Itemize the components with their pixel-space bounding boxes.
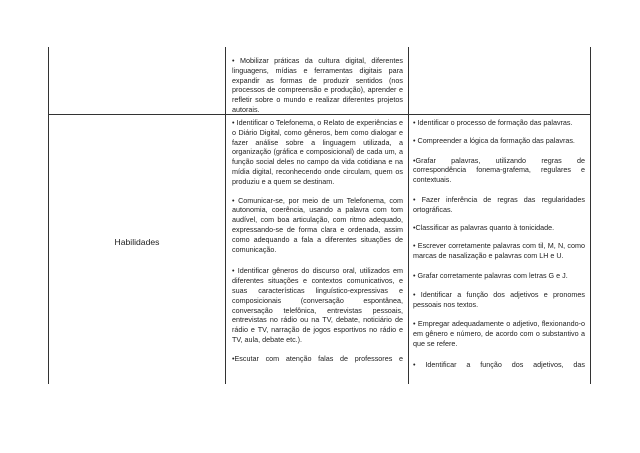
skill-item: •Escutar com atenção falas de professores e <box>232 353 403 363</box>
skill-item: • Identificar gêneros do discurso oral, utilizados em diferentes situações e contextos comunicativos, e suas características linguístico-expressivas e composicionais (conversação espontânea, conversação telefônica, entrevistas pessoais, entrevistas no rádio ou na TV, debate, noticiário de rádio e TV, narração de jogos esportivos no rádio e TV, aula, debate etc.). <box>232 266 403 344</box>
skill-item: • Compreender a lógica da formação das palavras. <box>413 135 575 145</box>
skill-item: • Grafar corretamente palavras com letras G e J. <box>413 270 568 280</box>
right-column-cell <box>413 118 585 384</box>
skill-item: • Identificar a função dos adjetivos e pronomes pessoais nos textos. <box>413 289 585 309</box>
top-row-cell <box>232 56 403 115</box>
section-label: Habilidades <box>114 237 160 247</box>
skill-item: • Identificar o Telefonema, o Relato de experiências e o Diário Digital, como gêneros, bem como dialogar e fazer análise sobre a linguagem utilizada, a organização (gráfica e composicional) de cada um, a função social deles no campo da vida cotidiana e na mídia digital, reconhecendo onde circulam, quem os produziu e a quem se destinam. <box>232 118 403 186</box>
skill-item: • Escrever corretamente palavras com til, M, N, como marcas de nasalização e palavras com LH e U. <box>413 241 585 261</box>
skill-item: • Comunicar-se, por meio de um Telefonema, com autonomia, coerência, usando a palavra com tom audível, com boa articulação, com ritmo adequado, expressando-se de forma clara e ordenada, assim como adequando a fala a diferentes situações de comunicação. <box>232 195 403 254</box>
skill-item: • Identificar a função dos adjetivos, das <box>413 359 585 369</box>
middle-column-cell <box>232 118 403 384</box>
table-border-col2 <box>408 47 409 384</box>
skill-item: • Empregar adequadamente o adjetivo, flexionando-o em gênero e número, de acordo com o substantivo a que se refere. <box>413 319 585 348</box>
top-row-text: • Mobilizar práticas da cultura digital, diferentes linguagens, mídias e ferramentas digitais para expandir as formas de produzir sentidos (nos processos de compreensão e produção), aprender e refletir sobre o mundo e realizar diferentes projetos autorais. <box>232 56 403 114</box>
table-border-left <box>48 47 49 384</box>
skill-item: • Fazer inferência de regras das regularidades ortográficas. <box>413 194 585 214</box>
skill-item: •Classificar as palavras quanto à tonicidade. <box>413 222 555 232</box>
skill-item: • Identificar o processo de formação das palavras. <box>413 118 573 127</box>
table-border-right <box>590 47 591 384</box>
table-border-col1 <box>225 47 226 384</box>
skill-item: •Grafar palavras, utilizando regras de correspondência fonema-grafema, regulares e contextuais. <box>413 155 585 185</box>
